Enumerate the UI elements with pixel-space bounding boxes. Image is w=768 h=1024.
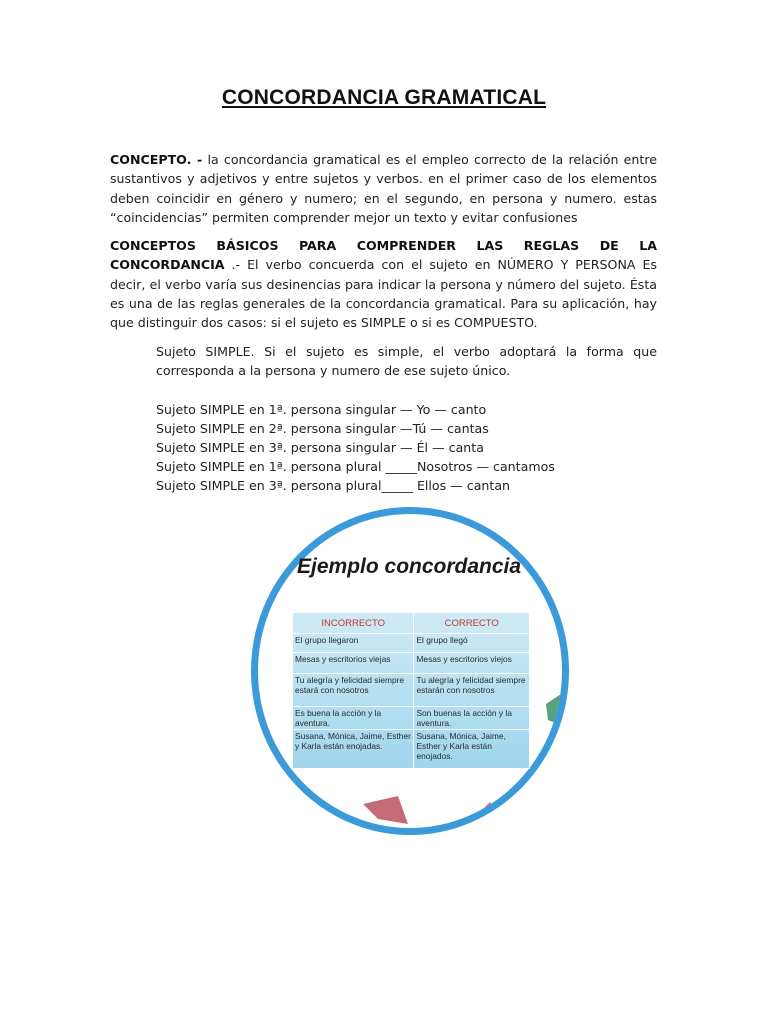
conceptos-basicos-label: CONCEPTOS BÁSICOS PARA COMPRENDER LAS REGLAS DE LA CONCORDANCIA xyxy=(110,238,657,273)
concepto-label: CONCEPTO. - xyxy=(110,152,203,167)
figure-title: Ejemplo concordancia xyxy=(297,555,522,578)
example-line: Sujeto SIMPLE en 3ª. persona singular — Él — canta xyxy=(156,440,484,455)
example-line: Sujeto SIMPLE en 2ª. persona singular —Tú — cantas xyxy=(156,421,489,436)
example-line: Sujeto SIMPLE en 1ª. persona plural _____Nosotros — cantamos xyxy=(156,459,555,474)
table-row xyxy=(293,653,530,674)
conceptos-basicos-paragraph xyxy=(110,236,657,332)
header-correcto: CORRECTO xyxy=(414,613,530,634)
table-cell: Es buena la acción y la aventura. xyxy=(293,707,414,730)
table-row xyxy=(293,634,530,653)
conceptos-basicos-text: .- El verbo concuerda con el sujeto en NÚMERO Y PERSONA Es decir, el verbo varía sus desinencias para indicar la persona y número del sujeto. Ésta es una de las reglas generales de la concordancia gramatical. Para su aplicación, hay que distinguir dos casos: si el sujeto es SIMPLE o si es COMPUESTO. xyxy=(110,257,657,331)
table-cell: Mesas y escritorios viejos xyxy=(414,653,530,674)
page-title: CONCORDANCIA GRAMATICAL xyxy=(221,86,547,109)
table-row xyxy=(293,674,530,707)
table-cell: Susana, Mónica, Jaime, Esther y Karla están enojados. xyxy=(414,730,530,769)
example-line: Sujeto SIMPLE en 1ª. persona singular — Yo — canto xyxy=(156,402,487,417)
table-cell: El grupo llegaron xyxy=(293,634,414,653)
example-line: Sujeto SIMPLE en 3ª. persona plural_____ Ellos — cantan xyxy=(156,478,511,493)
header-incorrecto: INCORRECTO xyxy=(293,613,414,634)
table-cell: Mesas y escritorios viejas xyxy=(293,653,414,674)
sujeto-simple-paragraph: Sujeto SIMPLE. Si el sujeto es simple, el verbo adoptará la forma que corresponda a la persona y numero de ese sujeto único. xyxy=(156,344,657,379)
table-row xyxy=(293,707,530,730)
concepto-paragraph xyxy=(110,150,657,227)
table-cell: Son buenas la acción y la aventura. xyxy=(414,707,530,730)
table-cell: Tu alegría y felicidad siempre estarán con nosotros xyxy=(414,674,530,707)
table-cell: Tu alegría y felicidad siempre estará con nosotros xyxy=(293,674,414,707)
comparison-table xyxy=(292,612,530,769)
table-cell: El grupo llegó xyxy=(414,634,530,653)
table-cell: Susana, Mónica, Jaime, Esther y Karla están enojadas. xyxy=(293,730,414,769)
example-figure xyxy=(247,505,573,840)
table-row xyxy=(293,730,530,769)
concepto-text: la concordancia gramatical es el empleo correcto de la relación entre sustantivos y adjetivos y entre sujetos y verbos. en el primer caso de los elementos deben coincidir en género y numero; en el segundo, en persona y numero. estas “coincidencias” permiten comprender mejor un texto y evitar confusiones xyxy=(110,152,657,225)
